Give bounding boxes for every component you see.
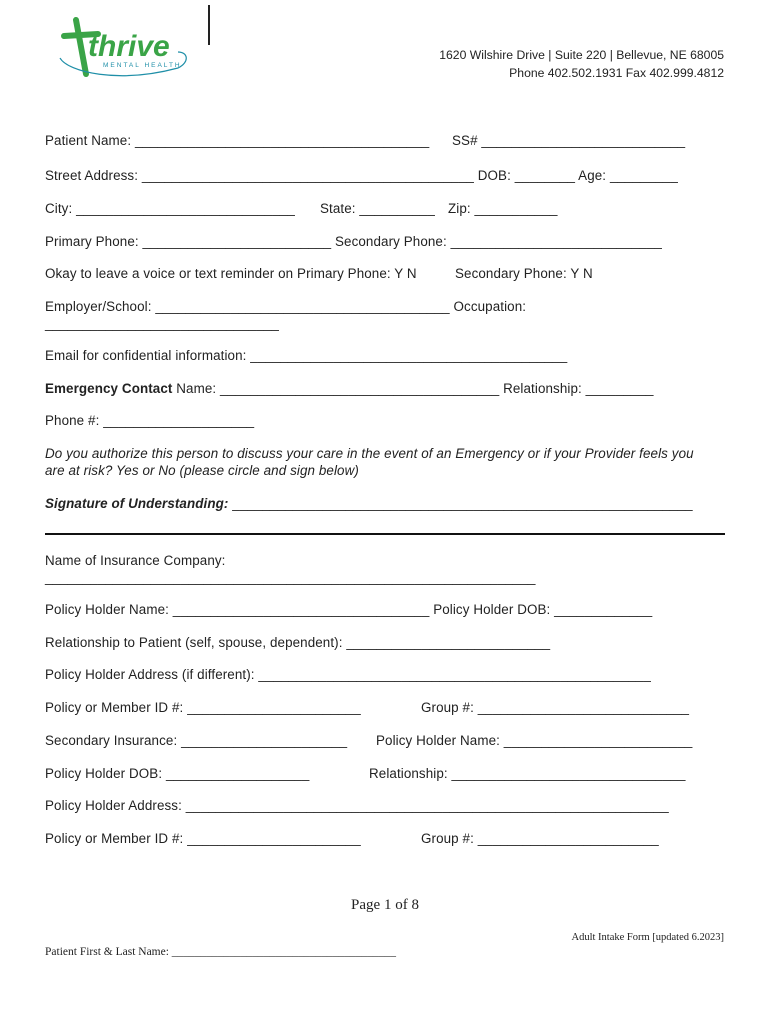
reminder-secondary-option[interactable]: Secondary Phone: Y N	[455, 266, 593, 281]
emergency-phone-field[interactable]: Phone #: ____________________	[45, 413, 255, 428]
secondary-insurance-field[interactable]: Secondary Insurance: ______________________	[45, 733, 348, 748]
header-divider	[208, 5, 210, 45]
form-version: Adult Intake Form [updated 6.2023]	[571, 932, 724, 943]
secondary-policy-holder-name-field[interactable]: Policy Holder Name: _________________________	[376, 733, 693, 748]
emergency-contact-rest: Name: _____________________________________ Relationship: _________	[172, 381, 654, 396]
clinic-phone-fax: Phone 402.502.1931 Fax 402.999.4812	[509, 66, 724, 80]
footer-patient-name-field[interactable]: Patient First & Last Name: _______________________________________	[45, 946, 397, 958]
city-field[interactable]: City: _____________________________	[45, 201, 295, 216]
signature-field[interactable]	[45, 496, 693, 511]
street-dob-age-field[interactable]: Street Address: ____________________________________________ DOB: ________ Age: _________	[45, 168, 678, 183]
policy-member-id-field[interactable]: Policy or Member ID #: _______________________	[45, 700, 361, 715]
insurance-company-field[interactable]: _________________________________________________________________	[45, 570, 536, 585]
reminder-primary-option[interactable]: Okay to leave a voice or text reminder on Primary Phone: Y N	[45, 266, 417, 281]
page-number: Page 1 of 8	[351, 897, 419, 913]
insurance-company-label: Name of Insurance Company:	[45, 553, 226, 568]
ss-field[interactable]: SS# ___________________________	[452, 133, 686, 148]
secondary-group-number-field[interactable]: Group #: ________________________	[421, 831, 659, 846]
clinic-address: 1620 Wilshire Drive | Suite 220 | Bellevue, NE 68005	[439, 48, 724, 62]
patient-name-field[interactable]: Patient Name: _______________________________________	[45, 133, 430, 148]
policy-holder-name-dob-field[interactable]: Policy Holder Name: __________________________________ Policy Holder DOB: _____________	[45, 602, 653, 617]
emergency-contact-field[interactable]	[45, 381, 654, 396]
secondary-policy-member-id-field[interactable]: Policy or Member ID #: _______________________	[45, 831, 361, 846]
svg-text:thrive: thrive	[88, 30, 170, 63]
secondary-policy-holder-address-field[interactable]: Policy Holder Address: ________________________________________________________________	[45, 798, 669, 813]
secondary-relationship-field[interactable]: Relationship: _______________________________	[369, 766, 686, 781]
secondary-policy-holder-dob-field[interactable]: Policy Holder DOB: ___________________	[45, 766, 310, 781]
zip-field[interactable]: Zip: ___________	[448, 201, 558, 216]
policy-holder-address-field[interactable]: Policy Holder Address (if different): ____________________________________________________	[45, 667, 651, 682]
authorization-question-line2: are at risk? Yes or No (please circle and sign below)	[45, 463, 359, 478]
email-field[interactable]: Email for confidential information: __________________________________________	[45, 348, 568, 363]
occupation-field-continued[interactable]: _______________________________	[45, 316, 279, 331]
authorization-question-line1: Do you authorize this person to discuss your care in the event of an Emergency or if your Provider feels you	[45, 446, 694, 461]
signature-label: Signature of Understanding:	[45, 496, 229, 511]
section-divider	[45, 533, 725, 535]
group-number-field[interactable]: Group #: ____________________________	[421, 700, 690, 715]
employer-occupation-field[interactable]: Employer/School: _______________________________________ Occupation:	[45, 299, 527, 314]
phones-field[interactable]: Primary Phone: _________________________ Secondary Phone: ____________________________	[45, 234, 662, 249]
svg-text:MENTAL HEALTH: MENTAL HEALTH	[103, 62, 182, 69]
relationship-to-patient-field[interactable]: Relationship to Patient (self, spouse, dependent): ___________________________	[45, 635, 551, 650]
emergency-contact-label: Emergency Contact	[45, 381, 173, 396]
signature-line: _____________________________________________________________	[228, 496, 693, 511]
state-field[interactable]: State: __________	[320, 201, 435, 216]
thrive-logo	[58, 12, 192, 82]
